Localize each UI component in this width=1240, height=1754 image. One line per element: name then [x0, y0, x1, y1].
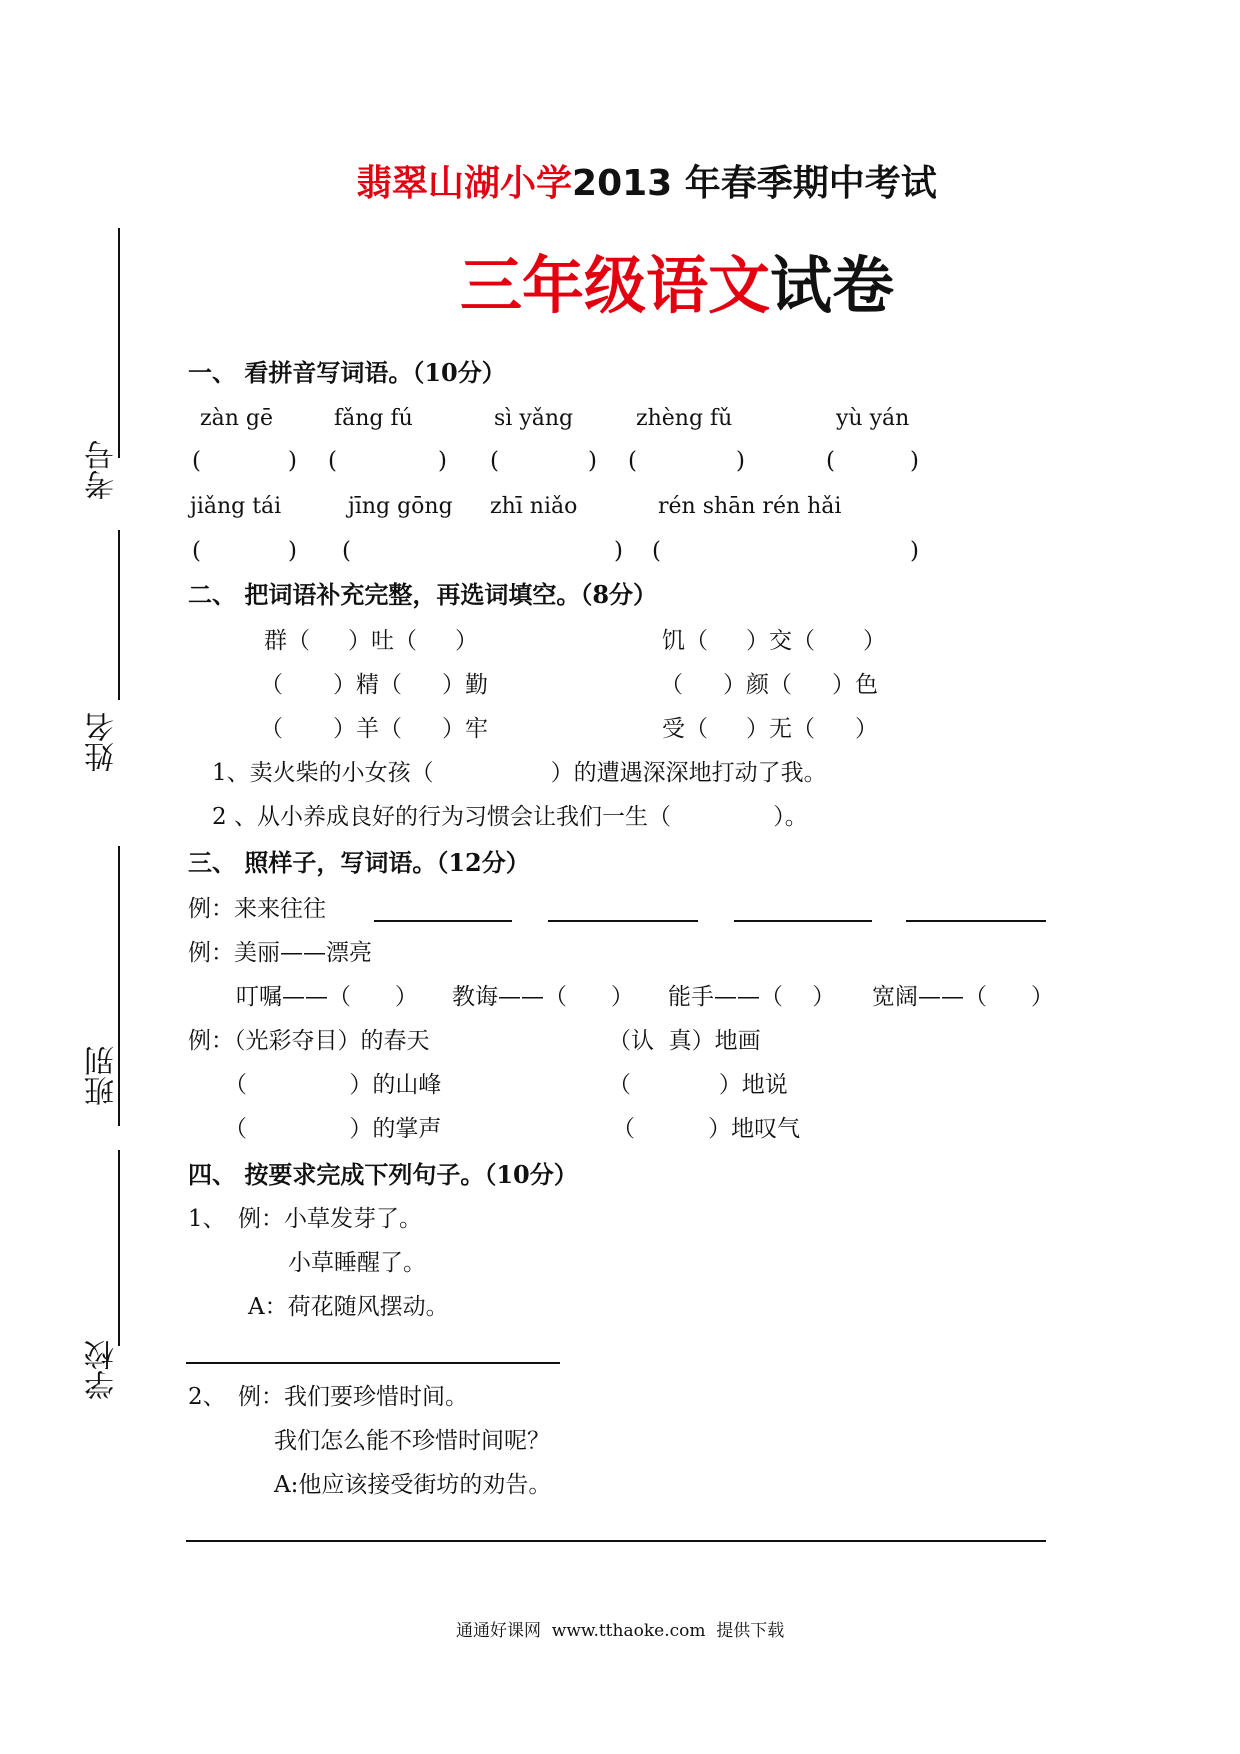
- binding-line: [118, 1150, 120, 1346]
- idiom-fill-item: （ ）颜（ ）色: [660, 672, 878, 698]
- answer-bracket-open: (: [192, 538, 201, 564]
- binding-line: [118, 228, 120, 458]
- subtitle-paper: 试卷: [770, 249, 895, 322]
- answer-blank[interactable]: [906, 920, 1046, 922]
- pinyin: zhī niǎo: [490, 494, 578, 519]
- class-label: 班别: [85, 1046, 120, 1106]
- idiom-fill-item: （ ）精（ ）勤: [260, 672, 488, 698]
- pinyin: jīng gōng: [348, 494, 453, 519]
- answer-line[interactable]: [186, 1540, 1046, 1542]
- answer-bracket-close: ): [438, 448, 447, 474]
- fill-sentence: 2 、从小养成良好的行为习惯会让我们一生（ ）。: [212, 804, 808, 830]
- example-label: 例：美丽——漂亮: [188, 940, 372, 966]
- answer-bracket-close: ): [736, 448, 745, 474]
- pinyin: zàn gē: [200, 406, 273, 431]
- pinyin: rén shān rén hǎi: [658, 494, 842, 519]
- synonym-item: 能手——（ ）: [668, 984, 836, 1010]
- question-number: 1、: [188, 1206, 226, 1232]
- idiom-fill-item: 饥（ ）交（ ）: [662, 628, 886, 654]
- section-2-heading: 二、 把词语补充完整，再选词填空。（8分）: [188, 580, 658, 609]
- idiom-fill-item: 受（ ）无（ ）: [662, 716, 878, 742]
- synonym-item: 叮嘱——（ ）: [236, 984, 418, 1010]
- subtitle-subject: 语文: [646, 249, 771, 322]
- answer-bracket-close: ): [910, 448, 919, 474]
- school-label: 学校: [85, 1340, 120, 1400]
- binding-line: [118, 530, 120, 700]
- synonym-item: 教诲——（ ）: [452, 984, 634, 1010]
- synonym-item: 宽阔——（ ）: [872, 984, 1054, 1010]
- answer-bracket-close: ): [288, 538, 297, 564]
- answer-line[interactable]: [186, 1362, 560, 1364]
- answer-bracket-close: ): [588, 448, 597, 474]
- answer-bracket-close: ): [910, 538, 919, 564]
- example-sentence: 例：小草发芽了。: [238, 1206, 422, 1232]
- paper-subtitle: [460, 250, 894, 322]
- subtitle-grade: 三年级: [460, 249, 647, 322]
- footer-text: 通通好课网 www.tthaoke.com 提供下载: [456, 1621, 785, 1641]
- answer-bracket-open: (: [342, 538, 351, 564]
- phrase-fill: （ ）地说: [608, 1072, 788, 1098]
- idiom-fill-item: （ ）羊（ ）牢: [260, 716, 488, 742]
- answer-blank[interactable]: [374, 920, 512, 922]
- school-name: 翡翠山湖小学: [356, 163, 573, 204]
- exam-title: [356, 162, 937, 206]
- example-sentence: 我们怎么能不珍惜时间呢？: [274, 1428, 550, 1454]
- answer-bracket-open: (: [652, 538, 661, 564]
- section-1-heading: 一、 看拼音写词语。（10分）: [188, 358, 506, 387]
- answer-bracket-open: (: [628, 448, 637, 474]
- answer-bracket-open: (: [826, 448, 835, 474]
- fill-sentence: 1、卖火柴的小女孩（ ）的遭遇深深地打动了我。: [212, 760, 827, 786]
- example-sentence: 小草睡醒了。: [288, 1250, 426, 1276]
- example-label: 例：来来往往: [188, 896, 326, 922]
- exam-number-label: 考号: [85, 440, 120, 500]
- answer-bracket-open: (: [328, 448, 337, 474]
- idiom-fill-item: 群（ ）吐（ ）: [264, 628, 478, 654]
- pinyin: sì yǎng: [494, 406, 574, 431]
- exam-title-rest: 2013 年春季期中考试: [572, 163, 937, 204]
- example-sentence: 例：我们要珍惜时间。: [238, 1384, 468, 1410]
- answer-bracket-close: ): [288, 448, 297, 474]
- pinyin: jiǎng tái: [190, 494, 282, 519]
- phrase-fill: （ ）的山峰: [224, 1072, 442, 1098]
- answer-bracket-close: ): [614, 538, 623, 564]
- section-3-heading: 三、 照样子，写词语。（12分）: [188, 848, 530, 877]
- example-label: （认 真）地画: [608, 1028, 761, 1054]
- task-sentence: A：荷花随风摆动。: [248, 1294, 449, 1320]
- answer-blank[interactable]: [548, 920, 698, 922]
- pinyin: fǎng fú: [334, 406, 413, 431]
- answer-bracket-open: (: [192, 448, 201, 474]
- question-number: 2、: [188, 1384, 226, 1410]
- pinyin: yù yán: [836, 406, 910, 431]
- section-4-heading: 四、 按要求完成下列句子。（10分）: [188, 1160, 578, 1189]
- name-label: 姓名: [85, 712, 120, 772]
- phrase-fill: （ ）的掌声: [224, 1116, 442, 1142]
- pinyin: zhèng fǔ: [636, 406, 733, 431]
- answer-bracket-open: (: [490, 448, 499, 474]
- answer-blank[interactable]: [734, 920, 872, 922]
- task-sentence: A:他应该接受街坊的劝告。: [274, 1472, 552, 1498]
- example-label: 例：（光彩夺目）的春天: [188, 1028, 430, 1054]
- phrase-fill: （ ）地叹气: [612, 1116, 801, 1142]
